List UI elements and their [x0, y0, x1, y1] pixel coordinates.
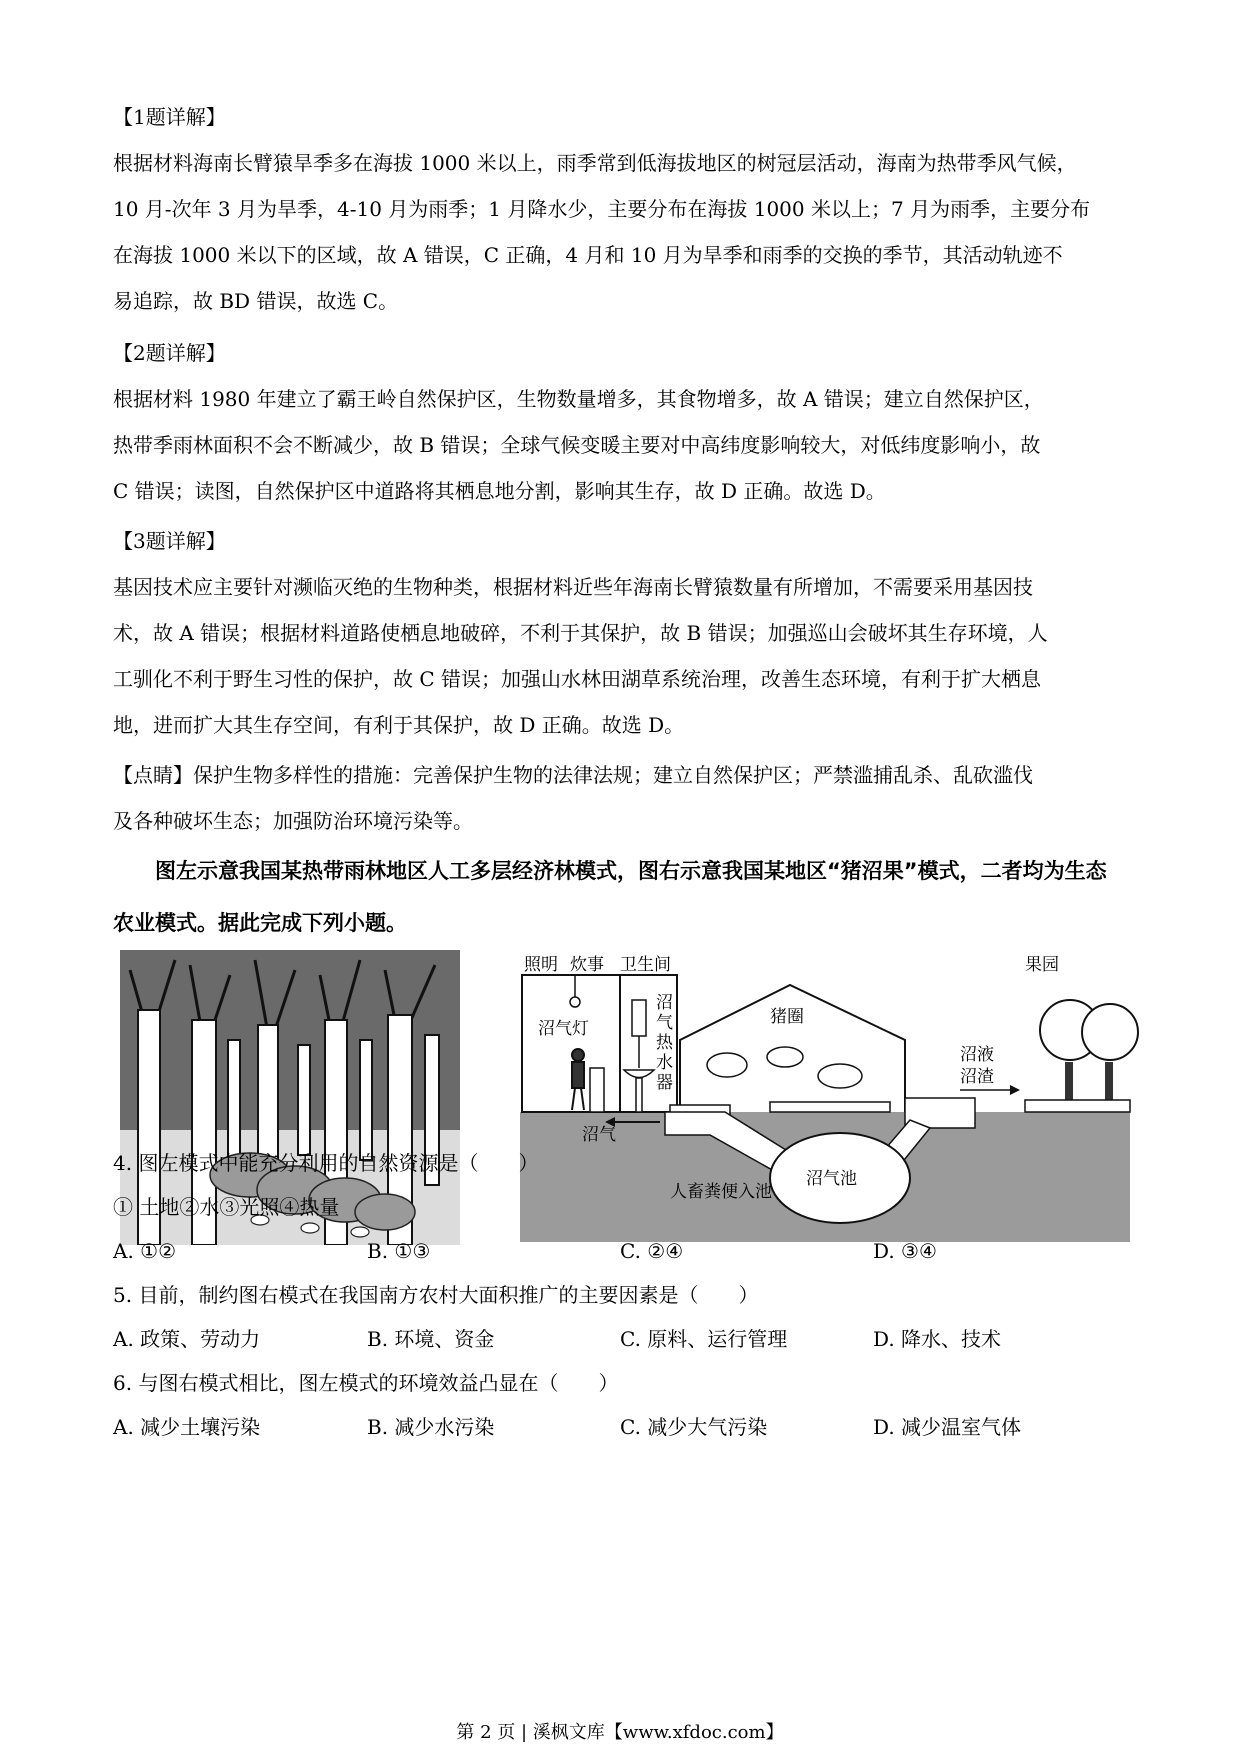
lamp-icon — [570, 997, 580, 1007]
label-manure: 人畜粪便入池 — [670, 1182, 772, 1202]
label-heater-4: 水 — [656, 1053, 673, 1073]
section-2-heading: 【2题详解】 — [113, 341, 226, 365]
page-footer: 第 2 页 | 溪枫文库【www.xfdoc.com】 — [456, 1722, 784, 1743]
section-1-line: 易追踪，故 BD 错误，故选 C。 — [113, 289, 399, 313]
section-3-line: 基因技术应主要针对濒临灭绝的生物种类，根据材料近些年海南长臂猿数量有所增加，不需要采用基因技 — [113, 575, 1033, 599]
label-toilet: 卫生间 — [620, 955, 671, 975]
label-biogas-lamp: 沼气灯 — [538, 1019, 589, 1039]
section-3-heading: 【3题详解】 — [113, 529, 226, 553]
q5-option-b: B. 环境、资金 — [367, 1327, 495, 1351]
label-heater-1: 沼 — [656, 993, 673, 1013]
label-pigsty: 猪圈 — [770, 1007, 804, 1027]
section-1-line: 根据材料海南长臂猿旱季多在海拔 1000 米以上，雨季常到低海拔地区的树冠层活动，海南为热带季风气候， — [113, 151, 1077, 175]
q6-option-c: C. 减少大气污染 — [620, 1415, 768, 1439]
q4-option-d: D. ③④ — [873, 1239, 937, 1263]
q5-option-c: C. 原料、运行管理 — [620, 1327, 788, 1351]
label-cooking: 炊事 — [570, 955, 604, 975]
label-digester: 沼气池 — [806, 1169, 857, 1189]
section-3-line: 术，故 A 错误；根据材料道路使栖息地破碎，不利于其保护，故 B 错误；加强巡山会破坏其生存环境，人 — [113, 621, 1048, 645]
label-heater-3: 热 — [656, 1033, 673, 1053]
label-biogas: 沼气 — [582, 1125, 616, 1145]
section-3-line: 工驯化不利于野生习性的保护，故 C 错误；加强山水林田湖草系统治理，改善生态环境，有利于扩大栖息 — [113, 667, 1042, 691]
q6-option-d: D. 减少温室气体 — [873, 1415, 1022, 1439]
section-3 — [113, 518, 1123, 748]
question-4-stem: 4. 图左模式中能充分利用的自然资源是（ ） — [113, 1151, 539, 1175]
q5-option-a: A. 政策、劳动力 — [113, 1327, 261, 1351]
label-heater-2: 气 — [656, 1013, 673, 1033]
label-orchard: 果园 — [1025, 955, 1059, 975]
tip-block — [113, 752, 1123, 844]
section-2-line: C 错误；读图，自然保护区中道路将其栖息地分割，影响其生存，故 D 正确。故选 D。 — [113, 479, 886, 503]
q6-option-a: A. 减少土壤污染 — [113, 1415, 261, 1439]
section-1 — [113, 94, 1123, 324]
q6-option-b: B. 减少水污染 — [367, 1415, 495, 1439]
question-lead: 图左示意我国某热带雨林地区人工多层经济林模式，图右示意我国某地区“猪沼果”模式，二者均为生态农业模式。据此完成下列小题。 — [113, 859, 1107, 935]
question-5-stem: 5. 目前，制约图右模式在我国南方农村大面积推广的主要因素是（ ） — [113, 1283, 759, 1307]
q5-option-d: D. 降水、技术 — [873, 1327, 1002, 1351]
label-heater-5: 器 — [656, 1073, 673, 1093]
q4-option-a: A. ①② — [113, 1239, 177, 1263]
tip-line: 及各种破坏生态；加强防治环境污染等。 — [113, 809, 473, 833]
label-residue: 沼渣 — [960, 1067, 994, 1087]
section-3-line: 地，进而扩大其生存空间，有利于其保护，故 D 正确。故选 D。 — [113, 713, 685, 737]
section-2-line: 热带季雨林面积不会不断减少，故 B 错误；全球气候变暖主要对中高纬度影响较大，对低纬度影响小，故 — [113, 433, 1041, 457]
question-4-items: ① 土地②水③光照④热量 — [113, 1195, 340, 1219]
tip-line: 【点睛】保护生物多样性的措施：完善保护生物的法律法规；建立自然保护区；严禁滥捕乱杀、乱砍滥伐 — [113, 763, 1033, 787]
section-1-line: 10 月-次年 3 月为旱季，4-10 月为雨季；1 月降水少，主要分布在海拔 1000 米以上；7 月为雨季，主要分布 — [113, 197, 1091, 221]
label-slurry: 沼液 — [960, 1045, 994, 1065]
section-1-heading: 【1题详解】 — [113, 105, 226, 129]
q4-option-c: C. ②④ — [620, 1239, 684, 1263]
label-lighting: 照明 — [524, 955, 558, 975]
pig-biogas-orchard-diagram — [520, 950, 1140, 1250]
heater-icon — [632, 1000, 646, 1036]
q4-option-b: B. ①③ — [367, 1239, 431, 1263]
section-1-line: 在海拔 1000 米以下的区域，故 A 错误，C 正确，4 月和 10 月为旱季和雨季的交换的季节，其活动轨迹不 — [113, 243, 1063, 267]
orchard-trees-icon — [1025, 1000, 1138, 1112]
section-2-line: 根据材料 1980 年建立了霸王岭自然保护区，生物数量增多，其食物增多，故 A 错误；建立自然保护区， — [113, 387, 1044, 411]
question-6-stem: 6. 与图右模式相比，图左模式的环境效益凸显在（ ） — [113, 1371, 619, 1395]
section-2 — [113, 330, 1123, 514]
